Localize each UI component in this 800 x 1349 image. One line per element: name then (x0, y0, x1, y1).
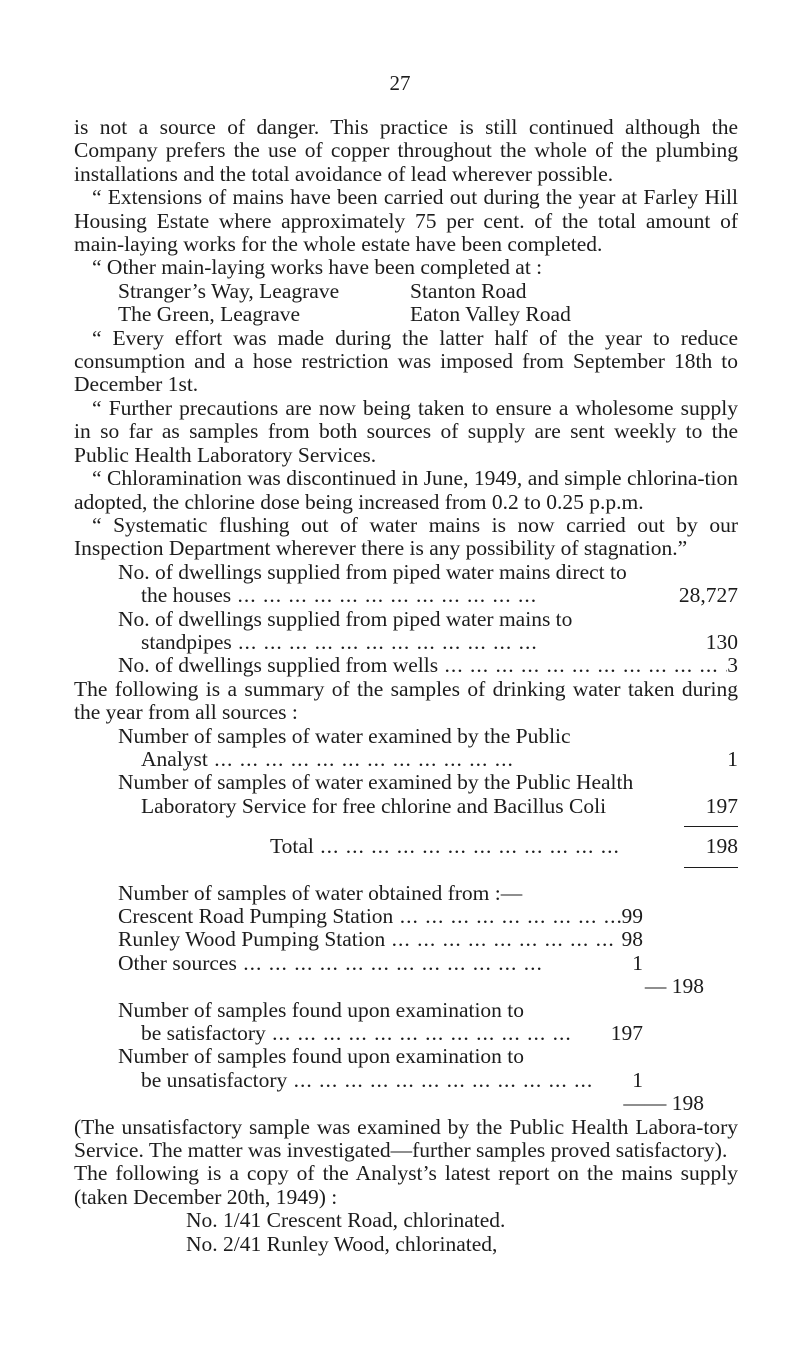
dwellings-label: the houses (141, 584, 232, 608)
paragraph: is not a source of danger. This practice is still continued although the Company prefers the use of copper throughout the whole of the plumbing installations and the total avoidance of lead wherever possible. (74, 115, 738, 186)
dwellings-label: standpipes (141, 630, 232, 654)
summary-label: Number of samples of water examined by the Public Health (118, 770, 634, 795)
sources-heading: Number of samples of water obtained from :— (118, 880, 523, 905)
examination-label: Number of samples found upon examination to (118, 997, 525, 1022)
dwellings-row (74, 584, 738, 607)
summary-row (74, 748, 738, 771)
summary-label: Analyst (141, 747, 208, 771)
examination-label: Number of samples found upon examination to (118, 1044, 525, 1069)
total-value: 198 (705, 834, 738, 859)
document-body (74, 116, 738, 1256)
works-location: Eaton Valley Road (410, 302, 571, 327)
paragraph: “ Systematic flushing out of water mains is now carried out by our Inspection Department wherever there is any possibility of stagnation.” (74, 512, 738, 561)
dwellings-table (74, 561, 738, 678)
dwellings-value: 28,727 (678, 583, 738, 608)
source-value: 1 (632, 950, 643, 975)
source-value: 98 (621, 927, 643, 952)
source-label: Other sources (118, 951, 237, 975)
paragraph: “ Extensions of mains have been carried out during the year at Farley Hill Housing Estate where approximately 75 per cent. of the total amount of main-laying works for the whole estate have been completed. (74, 185, 738, 257)
total-label: Total (270, 835, 314, 859)
paragraph: The following is a copy of the Analyst’s latest report on the mains supply (taken December 20th, 1949) : (74, 1161, 738, 1209)
works-row (74, 280, 738, 303)
source-value: 99 (621, 904, 643, 928)
works-location: Stranger’s Way, Leagrave (118, 278, 340, 303)
report-line: No. 2/41 Runley Wood, chlorinated, (186, 1231, 498, 1256)
works-location: The Green, Leagrave (118, 302, 301, 327)
examination-row (118, 1022, 643, 1045)
examination-value: 197 (610, 1021, 643, 1046)
paragraph: The following is a summary of the samples of drinking water taken during the year from all sources : (74, 676, 738, 725)
summary-value: 197 (705, 793, 738, 818)
summary-label: Laboratory Service for free chlorine and Bacillus Coli (141, 794, 607, 818)
summary-value: 1 (727, 746, 738, 771)
paragraph: “ Chloramination was discontinued in June, 1949, and simple chlorina-tion adopted, the chlorine dose being increased from 0.2 to 0.25 p.p.m. (74, 466, 738, 514)
examination-label: be unsatisfactory (141, 1068, 288, 1092)
dwellings-label: No. of dwellings supplied from piped water mains direct to (118, 559, 627, 584)
source-row (118, 905, 643, 928)
examination-total: —— 198 (623, 1091, 704, 1116)
dwellings-row (74, 631, 738, 654)
sum-rule (684, 826, 738, 827)
paragraph: (The unsatisfactory sample was examined by the Public Health Labora-tory Service. The matter was investigated—further samples proved satisfactory). (74, 1114, 738, 1163)
summary-label: Number of samples of water examined by the Public (118, 723, 571, 748)
dwellings-row (74, 654, 738, 677)
paragraph: “ Other main-laying works have been completed at : (92, 255, 543, 280)
dwellings-value: 3 (727, 653, 738, 678)
sources-subtotal: — 198 (644, 974, 704, 999)
works-location: Stanton Road (410, 278, 527, 303)
source-label: Runley Wood Pumping Station (118, 928, 386, 952)
dwellings-value: 130 (705, 629, 738, 654)
page-number: 27 (389, 71, 411, 95)
examination-value: 1 (632, 1067, 643, 1092)
summary-row (74, 795, 738, 818)
source-label: Crescent Road Pumping Station (118, 905, 394, 928)
paragraph: “ Every effort was made during the latter half of the year to reduce consumption and a hose restriction was imposed from September 18th to December 1st. (74, 325, 738, 397)
report-line: No. 1/41 Crescent Road, chlorinated. (186, 1208, 506, 1233)
dwellings-label: No. of dwellings supplied from piped water mains to (118, 606, 573, 631)
paragraph: “ Further precautions are now being taken to ensure a wholesome supply in so far as samples from both sources of supply are sent weekly to the Public Health Laboratory Services. (74, 395, 738, 467)
source-row (118, 928, 643, 951)
dwellings-label: No. of dwellings supplied from wells (118, 654, 439, 678)
source-row (118, 952, 643, 975)
summary-total-row (74, 835, 738, 858)
main-laying-works-list (74, 280, 738, 327)
works-row (74, 303, 738, 326)
samples-summary (74, 725, 738, 868)
examination-label: be satisfactory (141, 1022, 266, 1046)
examination-row (118, 1069, 643, 1092)
sources-table (118, 882, 704, 1116)
